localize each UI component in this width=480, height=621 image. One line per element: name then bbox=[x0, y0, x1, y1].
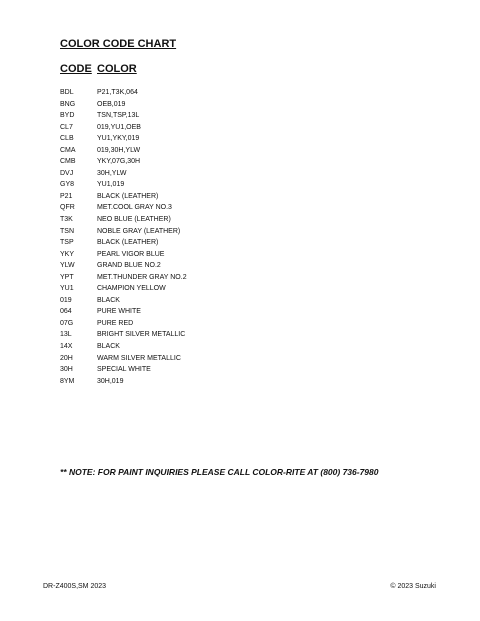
code-column-header: CODE bbox=[60, 63, 92, 75]
color-value: BLACK bbox=[97, 343, 120, 351]
color-code: BDL bbox=[60, 89, 74, 96]
color-value: 30H,019 bbox=[97, 377, 124, 385]
table-row bbox=[60, 295, 360, 307]
color-code: T3K bbox=[60, 216, 73, 224]
table-row bbox=[60, 99, 360, 111]
color-value: NOBLE GRAY (LEATHER) bbox=[97, 227, 181, 235]
color-code: YU1 bbox=[60, 285, 74, 293]
color-value: 019,30H,YLW bbox=[97, 146, 141, 154]
color-value: 30H,YLW bbox=[97, 169, 127, 177]
table-row bbox=[60, 87, 360, 99]
color-value: MET.COOL GRAY NO.3 bbox=[97, 204, 172, 212]
color-value: BLACK bbox=[97, 296, 120, 304]
color-value: YKY,07G,30H bbox=[97, 158, 141, 166]
color-value: PURE WHITE bbox=[97, 308, 141, 316]
color-value: SPECIAL WHITE bbox=[97, 366, 151, 374]
table-row bbox=[60, 156, 360, 168]
footer-model: DR-Z400S,SM 2023 bbox=[43, 583, 107, 590]
table-row bbox=[60, 191, 360, 203]
table-row bbox=[60, 364, 360, 376]
color-code: P21 bbox=[60, 192, 73, 200]
color-code-table bbox=[60, 87, 360, 387]
table-row bbox=[60, 341, 360, 353]
table-row bbox=[60, 318, 360, 330]
table-row bbox=[60, 168, 360, 180]
color-value: BLACK (LEATHER) bbox=[97, 239, 159, 247]
color-value: YU1,019 bbox=[97, 181, 125, 189]
color-value: WARM SILVER METALLIC bbox=[97, 354, 181, 362]
color-value: MET.THUNDER GRAY NO.2 bbox=[97, 273, 187, 281]
color-code: TSN bbox=[60, 227, 74, 235]
color-code: GY8 bbox=[60, 181, 75, 189]
table-row bbox=[60, 283, 360, 295]
table-row bbox=[60, 214, 360, 226]
table-row bbox=[60, 122, 360, 134]
color-column-header: COLOR bbox=[97, 63, 137, 75]
table-row bbox=[60, 306, 360, 318]
table-row bbox=[60, 376, 360, 388]
table-row bbox=[60, 249, 360, 261]
color-value: YU1,YKY,019 bbox=[97, 135, 140, 143]
color-value: BLACK (LEATHER) bbox=[97, 192, 159, 200]
color-code: CMA bbox=[60, 146, 76, 154]
color-code: 20H bbox=[60, 354, 73, 362]
color-code: BYD bbox=[60, 112, 75, 120]
table-row bbox=[60, 110, 360, 122]
color-code: YKY bbox=[60, 250, 75, 258]
table-row bbox=[60, 179, 360, 191]
table-row bbox=[60, 226, 360, 238]
table-row bbox=[60, 353, 360, 365]
page-title: COLOR CODE CHART bbox=[60, 38, 177, 50]
table-row bbox=[60, 329, 360, 341]
table-row bbox=[60, 260, 360, 272]
color-value: BRIGHT SILVER METALLIC bbox=[97, 331, 186, 339]
color-value: CHAMPION YELLOW bbox=[97, 285, 166, 293]
table-row bbox=[60, 237, 360, 249]
color-code: CMB bbox=[60, 158, 76, 166]
table-row bbox=[60, 133, 360, 145]
table-row bbox=[60, 272, 360, 284]
color-code: YPT bbox=[60, 273, 74, 281]
color-code: 14X bbox=[60, 343, 73, 351]
color-code: 13L bbox=[60, 331, 72, 339]
color-value: P21,T3K,064 bbox=[97, 89, 138, 96]
color-code: BNG bbox=[60, 100, 76, 108]
paint-inquiry-note: ** NOTE: FOR PAINT INQUIRIES PLEASE CALL COLOR-RITE AT (800) 736-7980 bbox=[60, 467, 379, 477]
footer-copyright: © 2023 Suzuki bbox=[390, 583, 436, 590]
color-code: CLB bbox=[60, 135, 74, 143]
color-code: 07G bbox=[60, 319, 74, 327]
color-code: 30H bbox=[60, 366, 73, 374]
color-code: YLW bbox=[60, 262, 75, 270]
color-code: 019 bbox=[60, 296, 72, 304]
table-row bbox=[60, 145, 360, 157]
color-code: 8YM bbox=[60, 377, 75, 385]
color-code: QFR bbox=[60, 204, 75, 212]
color-value: PURE RED bbox=[97, 319, 134, 327]
color-value: 019,YU1,OEB bbox=[97, 123, 141, 131]
color-code: TSP bbox=[60, 239, 74, 247]
color-value: PEARL VIGOR BLUE bbox=[97, 250, 165, 258]
color-value: NEO BLUE (LEATHER) bbox=[97, 216, 171, 224]
color-code: DVJ bbox=[60, 169, 74, 177]
color-value: GRAND BLUE NO.2 bbox=[97, 262, 161, 270]
color-code: 064 bbox=[60, 308, 72, 316]
color-code: CL7 bbox=[60, 123, 73, 131]
table-row bbox=[60, 202, 360, 214]
color-value: TSN,TSP,13L bbox=[97, 112, 140, 120]
color-value: OEB,019 bbox=[97, 100, 126, 108]
